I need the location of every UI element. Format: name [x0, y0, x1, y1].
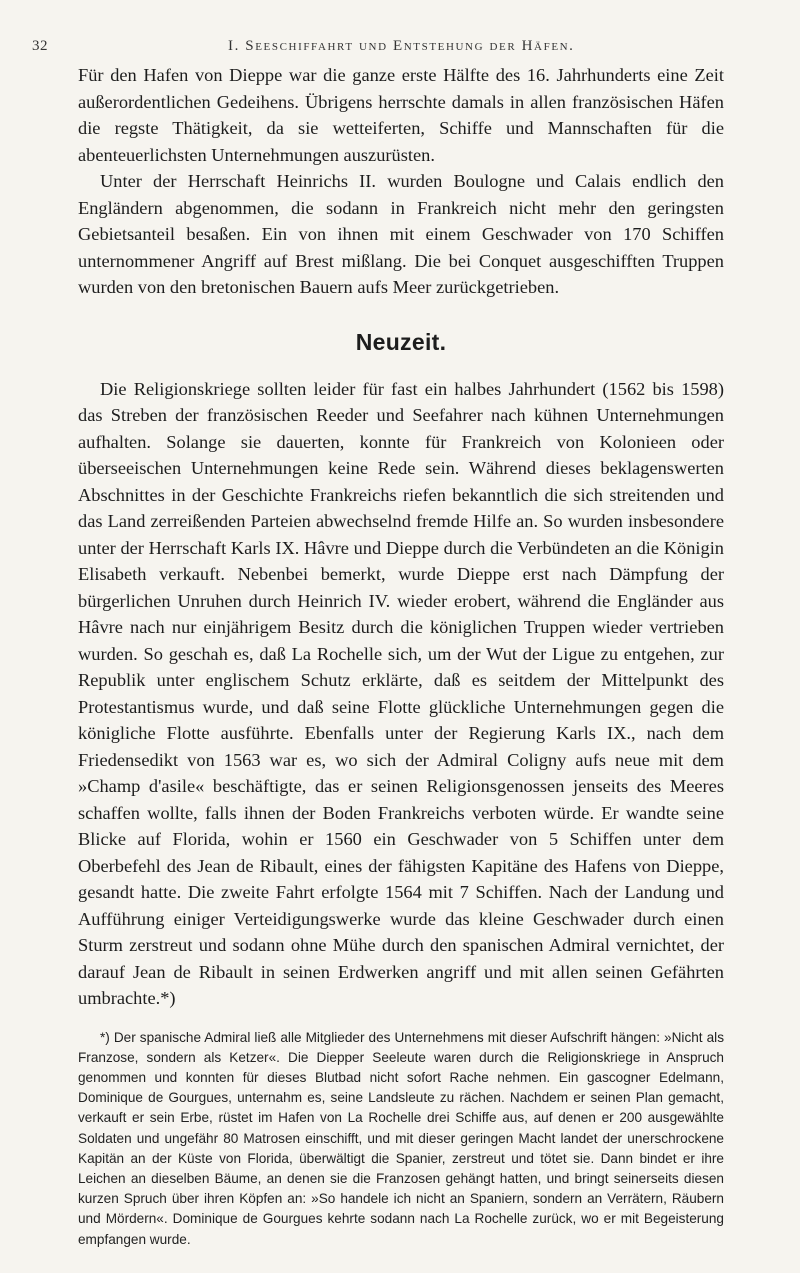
paragraph: Für den Hafen von Dieppe war die ganze erste Hälfte des 16. Jahrhunderts eine Zeit außerordentlichen Gedeihens. Übrigens herrschte damals in allen französischen Häfen die regste Thätigkeit, da sie wetteiferten, Schiffe und Mannschaften für die abenteuerlichsten Unternehmungen auszurüsten.: [78, 65, 724, 165]
main-text: [78, 62, 724, 1012]
page-header: [32, 38, 724, 62]
paragraph: Unter der Herrschaft Heinrichs II. wurden Boulogne und Calais endlich den Engländern abgenommen, die sodann in Frankreich nicht mehr den geringsten Gebietsanteil besaßen. Ein von ihnen mit einem Geschwader von 170 Schiffen unternommener Angriff auf Brest mißlang. Die bei Conquet ausgeschifften Truppen wurden von den bretonischen Bauern aufs Meer zurückgetrieben.: [78, 171, 724, 297]
footnote: *) Der spanische Admiral ließ alle Mitglieder des Unternehmens mit dieser Aufschrift hängen: »Nicht als Franzose, sondern als Ketzer«. Die Diepper Seeleute waren durch die Religionskriege in Anspruch genommen und konnten für dieses Blutbad nicht sofort Rache nehmen. Ein gascogner Edelmann, Dominique de Gourgues, unternahm es, seine Landsleute zu rächen. Nachdem er seinen Plan gemacht, verkauft er sein Erbe, rüstet im Hafen von La Rochelle drei Schiffe aus, auf denen er 200 ausgewählte Soldaten und ungefähr 80 Matrosen einschifft, und mit dieser geringen Macht landet der unerschrockene Kapitän an der Küste von Florida, überwältigt die Spanier, zerstreut und tötet sie. Dann bindet er ihre Leichen an dieselben Bäume, an denen sie die Franzosen gehängt hatten, und bringt seinerseits diesen kurzen Spruch über ihren Köpfen an: »So handele ich nicht an Spaniern, sondern an Verrätern, Räubern und Mördern«. Dominique de Gourgues kehrte sodann nach La Rochelle zurück, wo er mit Begeisterung empfangen wurde.: [78, 1029, 724, 1247]
page-number: 32: [32, 38, 48, 54]
paragraph: Die Religionskriege sollten leider für fast ein halbes Jahrhundert (1562 bis 1598) das Streben der französischen Reeder und Seefahrer nach kühnen Unternehmungen aufhalten. Solange sie dauerten, konnte für Frankreich von Kolonieen oder überseeischen Unternehmungen keine Rede sein. Während dieses beklagenswerten Abschnittes in der Geschichte Frankreichs riefen bekanntlich die sich streitenden und das Land zerreißenden Parteien abwechselnd fremde Hilfe an. So wurden insbesondere unter der Herrschaft Karls IX. Hâvre und Dieppe durch die Verbündeten an die Königin Elisabeth verkauft. Nebenbei bemerkt, wurde Dieppe erst nach Dämpfung der bürgerlichen Unruhen durch Heinrich IV. wieder erobert, während die Engländer aus Hâvre nach nur einjährigem Besitz durch die königlichen Truppen wieder vertrieben wurden. So geschah es, daß La Rochelle sich, um der Wut der Ligue zu entgehen, zur Republik unter englischem Schutz erklärte, daß es seitdem der Mittelpunkt des Protestantismus wurde, und daß seine Flotte glückliche Unternehmungen gegen die königliche Flotte ausführte. Ebenfalls unter der Regierung Karls IX., nach dem Friedensedikt von 1563 war es, wo sich der Admiral Coligny aufs neue mit dem »Champ d'asile« beschäftigte, das er seinen Religionsgenossen jenseits des Meeres schaffen wollte, falls ihnen der Boden Frankreichs verboten würde. Er wandte seine Blicke auf Florida, wohin er 1560 ein Geschwader von 5 Schiffen unter dem Oberbefehl des Jean de Ribault, eines der fähigsten Kapitäne des Hafens von Dieppe, gesandt hatte. Die zweite Fahrt erfolgte 1564 mit 7 Schiffen. Nach der Landung und Aufführung einiger Verteidigungswerke wurde das kleine Geschwader durch einen Sturm zerstreut und sodann ohne Mühe durch den spanischen Admiral vernichtet, der darauf Jean de Ribault in seinen Erdwerken angriff und mit allen seinen Gefährten umbrachte.*): [78, 378, 724, 1008]
book-page: [32, 38, 724, 1250]
running-title: I. Seeschiffahrt und Entstehung der Häfen.: [228, 38, 575, 54]
section-heading: Neuzeit.: [355, 328, 447, 355]
